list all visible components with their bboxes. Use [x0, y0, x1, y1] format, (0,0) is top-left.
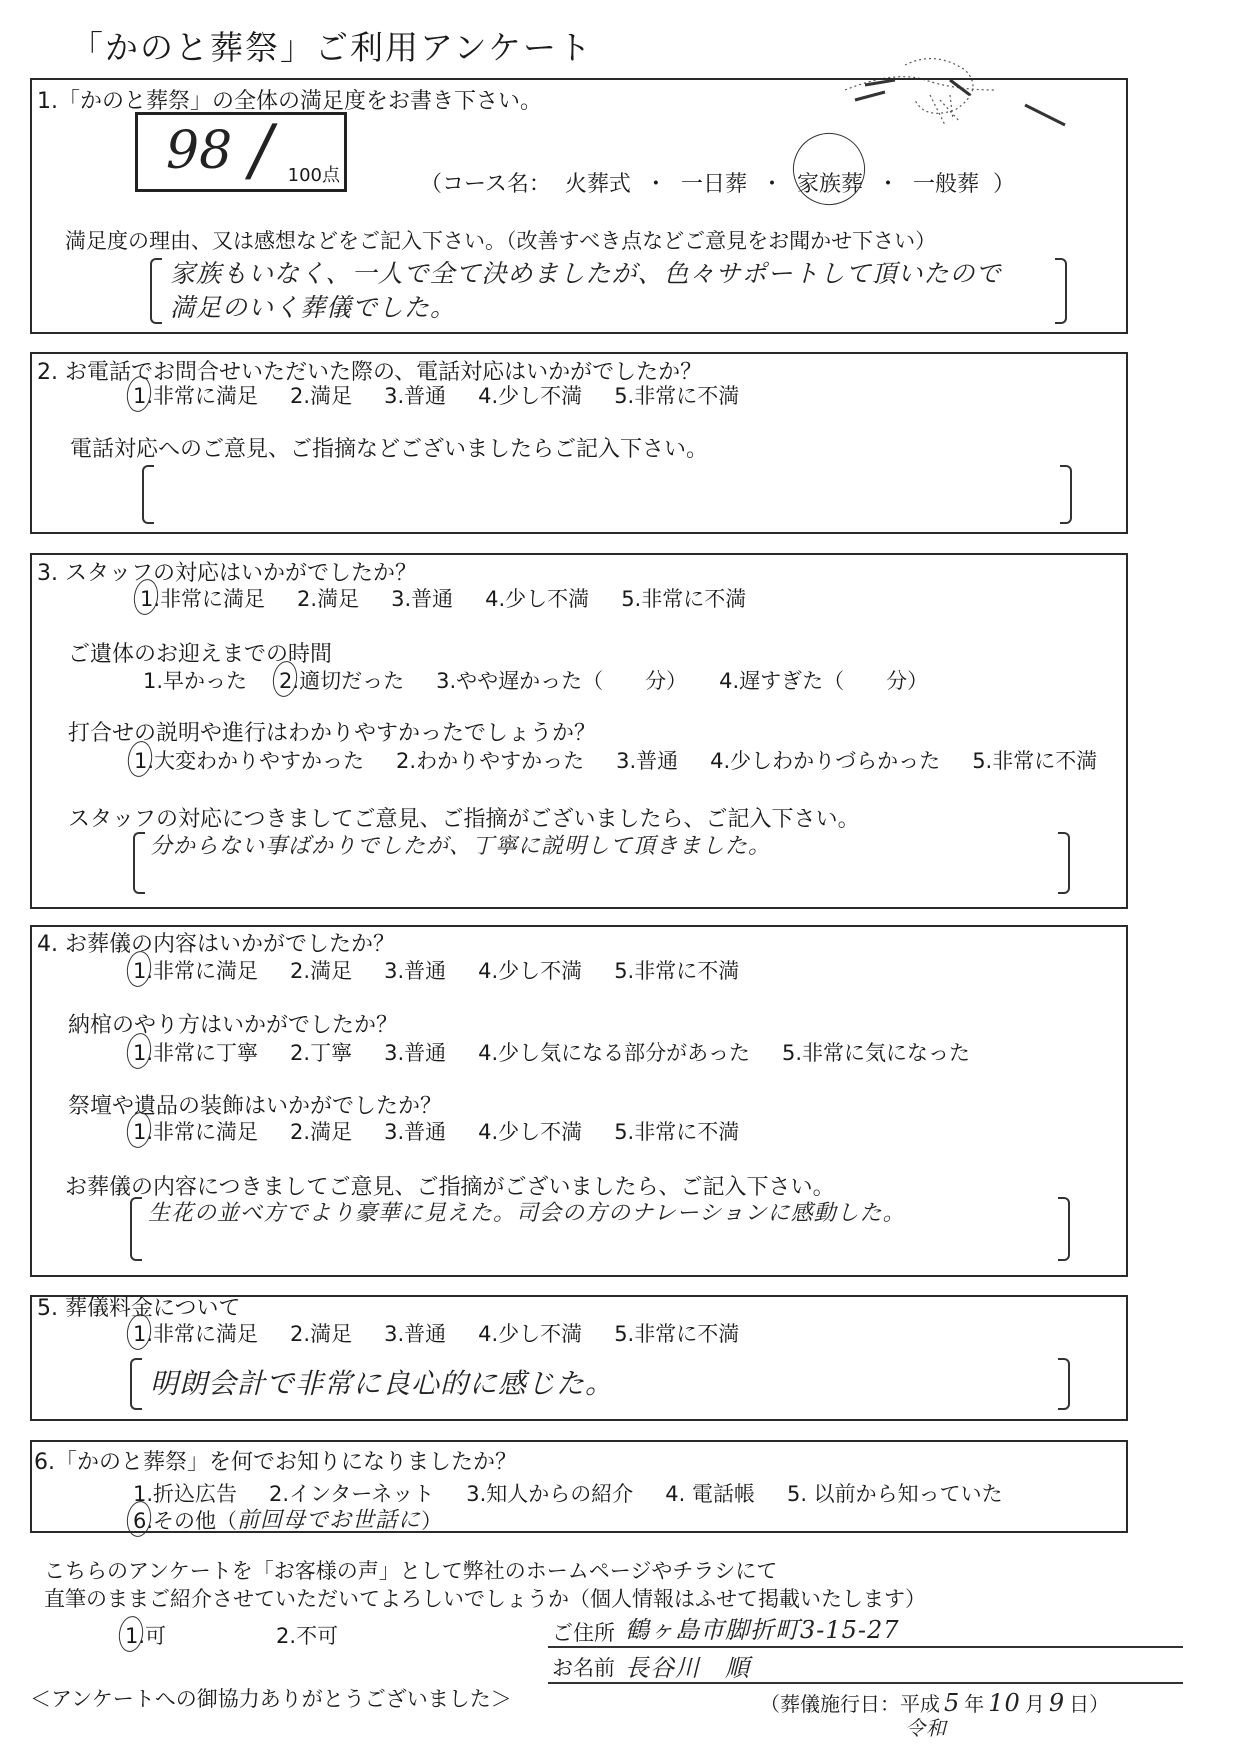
q4-comment[interactable]: 生花の並べ方でより豪華に見えた。司会の方のナレーションに感動した。 [148, 1201, 906, 1226]
bracket-right [1060, 465, 1072, 524]
q1-reason-line1[interactable]: 家族もいなく、一人で全て決めましたが、色々サポートして頂いたので [170, 259, 1002, 288]
q4-coffin-options [133, 1037, 1002, 1067]
coffin-option-1[interactable]: 1.非常に丁寧 [133, 1037, 258, 1067]
q6-option-2[interactable]: 2.インターネット [269, 1482, 435, 1506]
q6-option-5[interactable]: 5. 以前から知っていた [786, 1482, 1003, 1506]
q4-option-3[interactable]: 3.普通 [384, 959, 447, 983]
q6-other-close: ） [421, 1509, 443, 1533]
q1-question: 1.「かのと葬祭」の全体の満足度をお書き下さい。 [37, 89, 542, 114]
bracket-right [1055, 258, 1067, 324]
bracket-right [1058, 1197, 1070, 1261]
q6-option-other[interactable]: 6.その他（ [133, 1505, 237, 1536]
meeting-option-4[interactable]: 4.少しわかりづらかった [710, 749, 941, 773]
address-label: ご住所 [552, 1621, 615, 1645]
q3-pickup-options [143, 665, 960, 695]
q3-meeting-options [134, 745, 1129, 775]
address-value[interactable]: 鶴ヶ島市脚折町3-15-27 [625, 1616, 900, 1644]
q4-comment-prompt: お葬儀の内容につきましてご意見、ご指摘がございましたら、ご記入下さい。 [65, 1175, 835, 1200]
q2-option-3[interactable]: 3.普通 [384, 384, 447, 408]
q5-option-3[interactable]: 3.普通 [384, 1322, 447, 1346]
q3-options [140, 583, 778, 613]
q2-option-4[interactable]: 4.少し不満 [478, 384, 583, 408]
q5-comment[interactable]: 明朗会計で非常に良心的に感じた。 [150, 1367, 615, 1400]
q4-option-4[interactable]: 4.少し不満 [478, 959, 583, 983]
q4-question: 4. お葬儀の内容はいかがでしたか？ [37, 932, 395, 957]
q3-question: 3. スタッフの対応はいかがでしたか？ [37, 561, 417, 586]
coffin-option-5[interactable]: 5.非常に気になった [781, 1041, 971, 1065]
q6-option-1[interactable]: 1.折込広告 [133, 1482, 238, 1506]
q1-reason-prompt: 満足度の理由、又は感想などをご記入下さい。（改善すべき点などご意見をお聞かせ下さい） [65, 229, 937, 253]
course-selector: （コース名： 火葬式 ・ 一日葬 ・ 家族葬 ・ 一般葬 ） [420, 167, 1015, 198]
q5-option-2[interactable]: 2.満足 [290, 1322, 353, 1346]
q5-option-5[interactable]: 5.非常に不満 [614, 1322, 740, 1346]
name-underline [548, 1682, 1183, 1684]
consent-line2: 直筆のままご紹介させていただいてよろしいでしょうか（個人情報はふせて掲載いたします） [44, 1587, 926, 1611]
bracket-left [130, 1358, 142, 1410]
coffin-option-3[interactable]: 3.普通 [384, 1041, 447, 1065]
bracket-left [133, 832, 145, 894]
q3-meeting-prompt: 打合せの説明や進行はわかりやすかったでしょうか？ [68, 721, 597, 746]
q2-option-2[interactable]: 2.満足 [290, 384, 353, 408]
q5-option-4[interactable]: 4.少し不満 [478, 1322, 583, 1346]
pickup-option-3[interactable]: 3.やや遅かった（ 分） [436, 669, 688, 693]
meeting-option-2[interactable]: 2.わかりやすかった [396, 749, 585, 773]
q2-options [133, 380, 771, 410]
q4-option-2[interactable]: 2.満足 [290, 959, 353, 983]
date-year-unit: 年 [964, 1692, 985, 1716]
course-option-one-day[interactable]: 一日葬 [680, 172, 747, 197]
date-year[interactable]: 5 [944, 1689, 961, 1717]
course-close: ） [993, 172, 1016, 197]
score-max: 100点 [287, 165, 340, 186]
consent-line1: こちらのアンケートを「お客様の声」として弊社のホームページやチラシにて [44, 1559, 778, 1583]
q4-altar-prompt: 祭壇や遺品の装飾はいかがでしたか？ [68, 1094, 443, 1119]
thanks-message: ＜アンケートへの御協力ありがとうございました＞ [30, 1687, 512, 1711]
q4-option-1[interactable]: 1.非常に満足 [133, 955, 258, 985]
date-day-unit: 日） [1069, 1692, 1110, 1716]
q2-question: 2. お電話でお問合せいただいた際の、電話対応はいかがでしたか？ [37, 360, 703, 385]
altar-option-5[interactable]: 5.非常に不満 [614, 1120, 740, 1144]
date-day[interactable]: 9 [1048, 1689, 1066, 1717]
q3-pickup-prompt: ご遺体のお迎えまでの時間 [68, 642, 333, 667]
pickup-option-4[interactable]: 4.遅すぎた（ 分） [719, 669, 929, 693]
course-option-general[interactable]: 一般葬 [913, 172, 980, 197]
altar-option-3[interactable]: 3.普通 [384, 1120, 447, 1144]
bracket-right [1058, 832, 1070, 894]
consent-option-yes[interactable]: 1.可 [125, 1620, 166, 1650]
q3-option-5[interactable]: 5.非常に不満 [621, 587, 747, 611]
date-month[interactable]: 10 [988, 1689, 1021, 1717]
q2-option-1[interactable]: 1.非常に満足 [133, 380, 258, 410]
q3-option-4[interactable]: 4.少し不満 [485, 587, 590, 611]
altar-option-1[interactable]: 1.非常に満足 [133, 1116, 258, 1146]
date-month-unit: 月 [1024, 1692, 1045, 1716]
q3-comment[interactable]: 分からない事ばかりでしたが、丁寧に説明して頂きました。 [150, 834, 772, 859]
q3-option-1[interactable]: 1.非常に満足 [140, 583, 265, 613]
q6-option-3[interactable]: 3.知人からの紹介 [466, 1482, 634, 1506]
bracket-left [130, 1197, 142, 1261]
altar-option-2[interactable]: 2.満足 [290, 1120, 353, 1144]
era-correction: 令和 [905, 1716, 947, 1740]
bracket-left [150, 258, 162, 324]
meeting-option-5[interactable]: 5.非常に不満 [972, 749, 1098, 773]
score-value: 98 [166, 121, 233, 181]
bracket-left [142, 465, 154, 524]
q6-question: 6.「かのと葬祭」を何でお知りになりましたか？ [34, 1450, 517, 1475]
q5-question: 5. 葬儀料金について [37, 1296, 241, 1321]
q6-other-row [133, 1505, 442, 1536]
course-label: （コース名： [420, 172, 551, 197]
q4-option-5[interactable]: 5.非常に不満 [614, 959, 740, 983]
q1-reason-line2[interactable]: 満足のいく葬儀でした。 [170, 293, 457, 322]
consent-option-no[interactable]: 2.不可 [276, 1624, 339, 1648]
q4-altar-options [133, 1116, 771, 1146]
q3-comment-prompt: スタッフの対応につきましてご意見、ご指摘がございましたら、ご記入下さい。 [68, 807, 860, 832]
name-label: お名前 [552, 1656, 615, 1680]
course-option-cremation[interactable]: 火葬式 [564, 172, 631, 197]
bracket-right [1058, 1358, 1070, 1410]
course-option-family[interactable]: 家族葬 [797, 167, 863, 198]
meeting-option-3[interactable]: 3.普通 [616, 749, 679, 773]
score-box[interactable] [135, 112, 347, 192]
pickup-option-1[interactable]: 1.早かった [143, 669, 248, 693]
q5-option-1[interactable]: 1.非常に満足 [133, 1318, 258, 1348]
coffin-option-4[interactable]: 4.少し気になる部分があった [478, 1041, 750, 1065]
q5-options [133, 1318, 771, 1348]
q4-options [133, 955, 771, 985]
consent-options [125, 1620, 370, 1650]
q3-option-2[interactable]: 2.満足 [297, 587, 360, 611]
name-value[interactable]: 長谷川 順 [625, 1654, 750, 1682]
q6-option-4[interactable]: 4. 電話帳 [665, 1482, 755, 1506]
pickup-option-2[interactable]: 2.適切だった [279, 665, 404, 695]
q6-other-value[interactable]: 前回母でお世話に [237, 1508, 422, 1533]
q4-coffin-prompt: 納棺のやり方はいかがでしたか？ [68, 1013, 399, 1038]
coffin-option-2[interactable]: 2.丁寧 [290, 1041, 353, 1065]
q2-option-5[interactable]: 5.非常に不満 [614, 384, 740, 408]
q3-option-3[interactable]: 3.普通 [391, 587, 454, 611]
score-slash: / [243, 111, 280, 190]
meeting-option-1[interactable]: 1.大変わかりやすかった [134, 745, 364, 775]
q2-comment-prompt: 電話対応へのご意見、ご指摘などございましたらご記入下さい。 [70, 437, 709, 462]
date-label: （葬儀施行日：平成 [760, 1692, 940, 1716]
survey-title: 「かのと葬祭」ご利用アンケート [70, 28, 594, 67]
altar-option-4[interactable]: 4.少し不満 [478, 1120, 583, 1144]
